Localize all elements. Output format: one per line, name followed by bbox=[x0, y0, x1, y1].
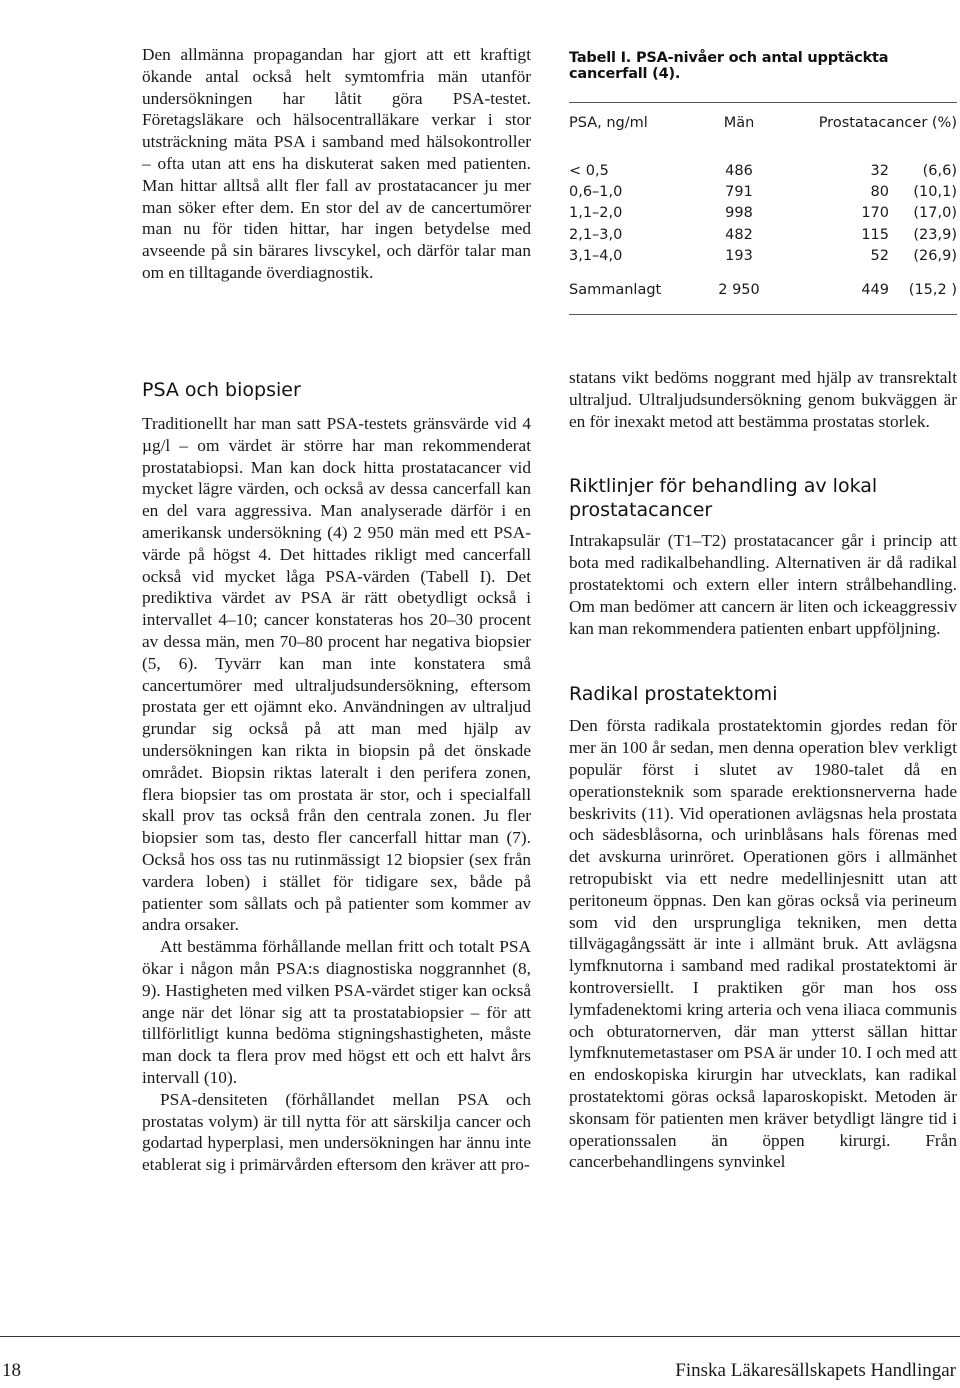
header-psa: PSA, ng/ml bbox=[569, 115, 648, 131]
table-total-row bbox=[569, 266, 957, 314]
body-paragraph: PSA-densiteten (förhållandet mellan PSA och prostatas volym) är till nytta för att särskilja cancer och godartad hyperplasi, men undersökningen har ännu inte etablerat sig i primärvården eftersom den kräver att pro- bbox=[142, 1089, 531, 1175]
page-number: 18 bbox=[2, 1360, 21, 1381]
cell-psa: 2,1–3,0 bbox=[569, 226, 623, 243]
table-row bbox=[569, 245, 957, 266]
cell-psa: 1,1–2,0 bbox=[569, 205, 623, 222]
body-paragraph: Intrakapsulär (T1–T2) prostatacancer går i princip att bota med radikalbehandling. Alternativen är då radikal prostatektomi och extern eller intern strålbehandling. Om man bedömer att cancern är liten och ickeaggressiv kan man rekommendera patienten enbart uppföljning. bbox=[569, 531, 957, 638]
cell-men: 193 bbox=[725, 247, 753, 264]
cell-men: 791 bbox=[725, 183, 753, 200]
continuation-paragraph: statans vikt bedöms noggrant med hjälp av transrektalt ultraljud. Ultraljudsundersökning genom bukväggen är en för inexakt metod att bestämma prostatas storlek. bbox=[569, 368, 957, 431]
cell-cancer: 32 bbox=[870, 162, 889, 179]
header-cancer: Prostatacancer (%) bbox=[818, 115, 957, 131]
psa-table bbox=[569, 102, 957, 315]
cell-pct: (23,9) bbox=[913, 226, 957, 243]
section-heading: Radikal prostatektomi bbox=[569, 683, 778, 706]
body-paragraph: Den första radikala prostatektomin gjordes redan för mer än 100 år sedan, men denna operation blev verkligt populär först i slutet av 1980-talet då en operationsteknik som sparade erektionsnerverna hade beskrivits (11). Vid operationen avlägsnas hela prostata och sädesblåsorna, och urinblåsans hals förenas med det avskurna urinröret. Operationen görs i allmänhet retropubiskt via ett nedre medellinjesnitt utan att peritoneum öppnas. Den kan göras också via perineum som vid den ursprungliga tekniken, men detta tillvägagångssätt är inte i allmänt bruk. Att avlägsna lymfknutorna i samband med radikal prostatektomi är kontroversiellt. I praktiken gör man hos oss lymfadenektomi kring arteria och vena iliaca communis och obturatornerven, där man ytterst sällan hittar lymfknutemetastaser om PSA är under 10. I och med att en endoskopiska kirurgin har utvecklats, kan radikal prostatektomi göras också laparoskopiskt. Metoden är skonsam för patienten men kräver betydligt längre tid i operationssalen än öppen kirurgi. Från cancerbehandlingens synvinkel bbox=[569, 716, 957, 1172]
cell-men: 998 bbox=[725, 205, 753, 222]
journal-title: Finska Läkaresällskapets Handlingar bbox=[675, 1360, 956, 1381]
table-header-row bbox=[569, 103, 957, 143]
cell-psa: < 0,5 bbox=[569, 162, 609, 179]
cell-pct: (17,0) bbox=[913, 205, 957, 222]
total-men: 2 950 bbox=[718, 282, 760, 299]
cell-cancer: 80 bbox=[870, 183, 889, 200]
cell-pct: (10,1) bbox=[913, 183, 957, 200]
header-men: Män bbox=[723, 115, 755, 131]
cell-men: 482 bbox=[725, 226, 753, 243]
table-row bbox=[569, 181, 957, 202]
cell-cancer: 115 bbox=[861, 226, 889, 243]
cell-pct: (6,6) bbox=[922, 162, 957, 179]
table-row bbox=[569, 224, 957, 245]
body-paragraph: Traditionellt har man satt PSA-testets gränsvärde vid 4 µg/l – om värdet är större har man rekommenderat prostatabiopsi. Man kan dock hitta prostatacancer vid mycket lägre värden, och också av dessa cancerfall kan en del vara aggressiva. Man analyserade därför i en amerikansk undersökning (4) 2 950 män med ett PSA-värde på högst 4. Det hittades rikligt med cancerfall också vid mycket låga PSA-värden (Tabell I). Det prediktiva värdet av PSA är rätt obetydligt också i intervallet 4–10; cancer konstateras hos 20–30 procent av dessa män, men 70–80 procent har negativa biopsier (5, 6). Tyvärr kan man inte konstatera små cancertumörer med ultraljudsundersökning, eftersom prostata ger ett ojämnt eko. Användningen av ultraljud grundar sig också på att man med hjälp av undersökningen kan rikta in biopsin på det önskade området. Biopsin riktas lateralt i den perifera zonen, flera biopsier tas om prostata är stor, och i specialfall skall prov tas också från den centrala zonen. Ju fler biopsier som tas, desto fler cancerfall hittar man (7). Också hos oss tas nu rutinmässigt 12 biopsier (sex från vardera loben) i stället för tidigare sex, både på patienter som sållats och på patienter som kommer av andra orsaker. bbox=[142, 414, 531, 935]
total-pct: (15,2 ) bbox=[908, 282, 957, 299]
cell-cancer: 170 bbox=[861, 205, 889, 222]
body-paragraph: Att bestämma förhållande mellan fritt och totalt PSA ökar i någon mån PSA:s diagnostiska noggrannhet (8, 9). Hastigheten med vilken PSA-värdet stiger kan också ange när det lönar sig att ta prostatabiopsier – för att tillförlitligt kunna bedöma stigningshastigheten, måste man dock ta flera prov med högst ett och ett halvt års intervall (10). bbox=[142, 937, 531, 1087]
section-heading: Riktlinjer för behandling av lokal prostatacancer bbox=[569, 475, 878, 522]
footer-rule bbox=[0, 1336, 960, 1337]
intro-paragraph: Den allmänna propagandan har gjort att ett kraftigt ökande antal också helt symtomfria män utanför undersökningen har låtit göra PSA-testet. Företagsläkare och hälsocentralläkare verkar i stor utsträckning mäta PSA i samband med hälsokontroller – ofta utan att ens ha diskuterat saken med patienten. Man hittar alltså allt fler fall av prostatacancer ju mer man söker efter dem. En stor del av de cancertumörer man nu för tiden hittar, har ingen betydelse med avseende på sin bärares livscykel, och därför talar man om en tilltagande överdiagnostik. bbox=[142, 45, 531, 282]
table-row bbox=[569, 203, 957, 224]
table-row bbox=[569, 160, 957, 181]
cell-psa: 0,6–1,0 bbox=[569, 183, 623, 200]
table-caption: Tabell I. PSA-nivåer och antal upptäckta cancerfall (4). bbox=[569, 50, 889, 82]
cell-men: 486 bbox=[725, 162, 753, 179]
cell-psa: 3,1–4,0 bbox=[569, 247, 623, 264]
cell-cancer: 52 bbox=[870, 247, 889, 264]
right-column bbox=[569, 367, 957, 1173]
section-heading: PSA och biopsier bbox=[142, 379, 301, 401]
section-psa-biopsies bbox=[142, 378, 531, 1176]
intro-column bbox=[142, 44, 531, 284]
cell-pct: (26,9) bbox=[913, 247, 957, 264]
total-cancer: 449 bbox=[861, 282, 889, 299]
total-label: Sammanlagt bbox=[569, 282, 662, 299]
